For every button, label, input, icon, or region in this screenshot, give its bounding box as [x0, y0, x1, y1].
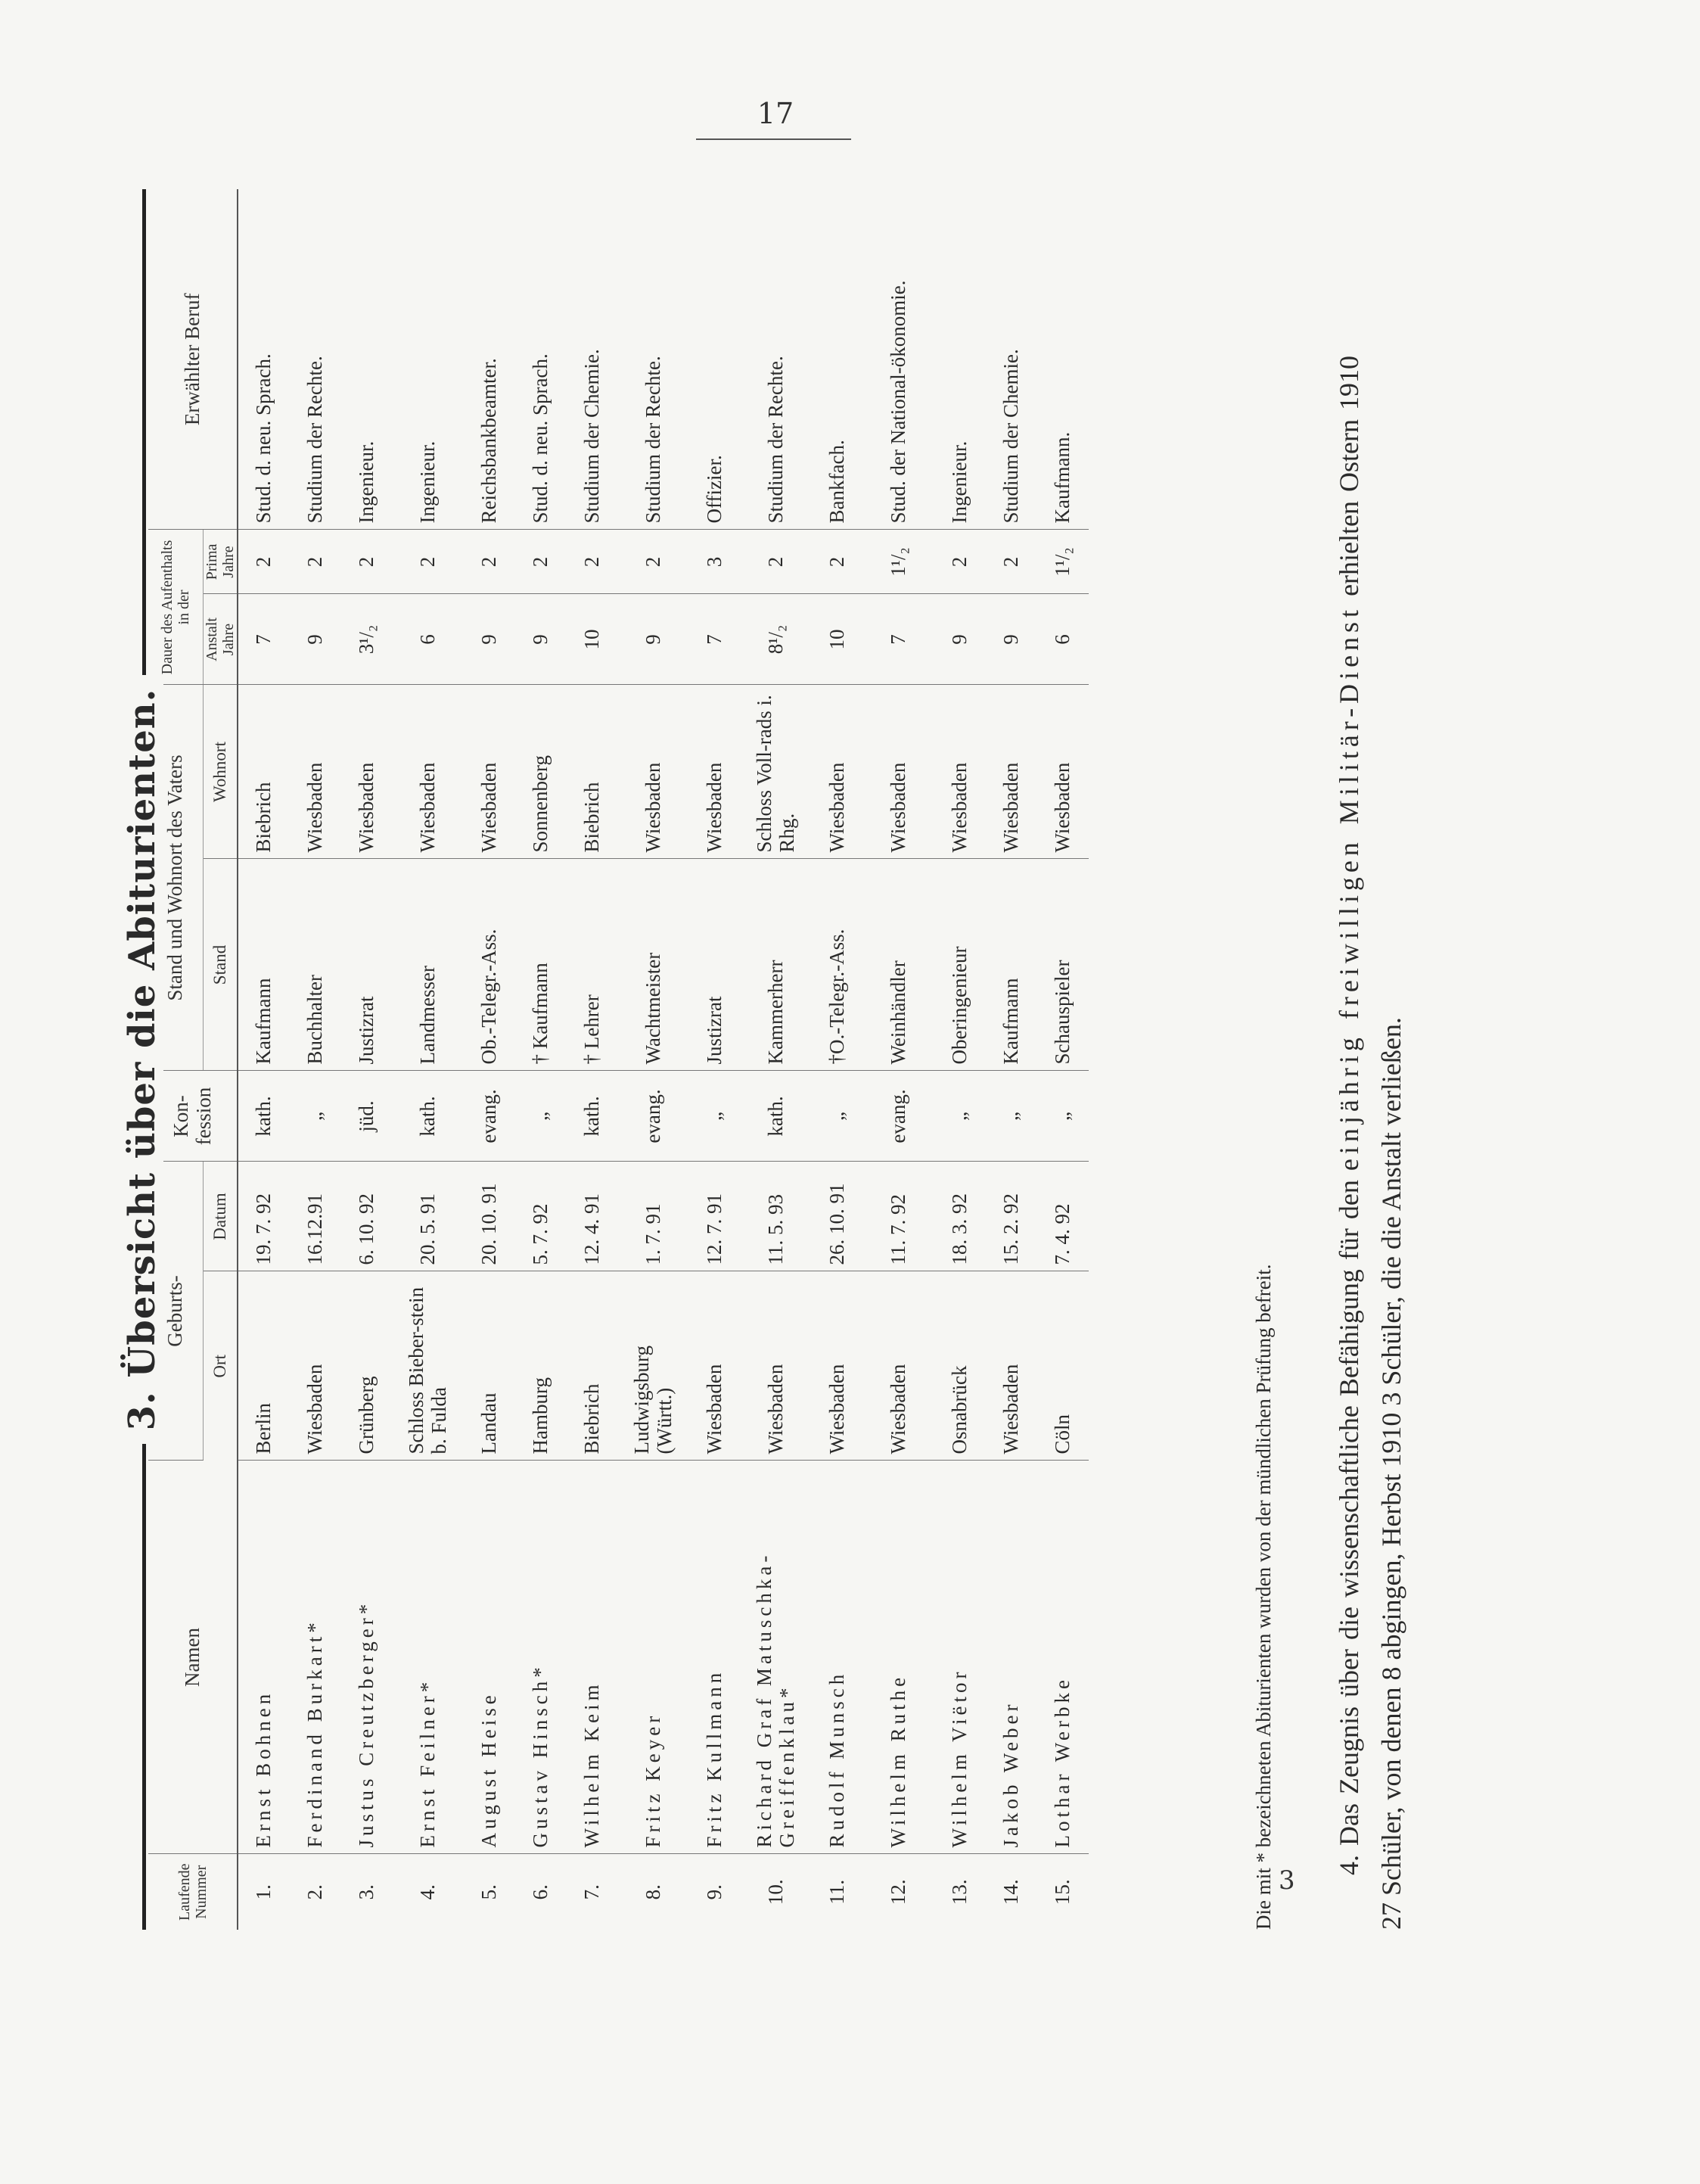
row-father-stand: Schauspieler — [1037, 859, 1089, 1071]
row-years-anstalt: 7 — [689, 594, 741, 685]
row-years-prima: 2 — [515, 530, 567, 594]
row-father-wohnort: Biebrich — [238, 685, 290, 859]
row-birthdate: 11. 5. 93 — [741, 1162, 812, 1271]
row-years-anstalt: 10 — [567, 594, 618, 685]
row-name: Rudolf Munsch — [812, 1461, 863, 1854]
row-birthplace: Wiesbaden — [290, 1271, 341, 1461]
row-father-stand: † Lehrer — [567, 859, 618, 1071]
row-konfession: evang. — [464, 1071, 515, 1162]
row-birthplace: Ludwigsburg (Württ.) — [618, 1271, 689, 1461]
row-konfession: „ — [934, 1071, 986, 1162]
row-number: 11. — [825, 1879, 849, 1905]
row-name: Ernst Bohnen — [238, 1461, 290, 1854]
row-beruf: Studium der Rechte. — [618, 189, 689, 530]
row-number: 6. — [529, 1884, 552, 1900]
row-years-anstalt: 9 — [934, 594, 986, 685]
row-name: Wilhelm Ruthe — [863, 1461, 934, 1854]
row-beruf: Stud. d. neu. Sprach. — [515, 189, 567, 530]
page-number: 17 — [757, 97, 794, 130]
header-stand-wohnort: Stand und Wohnort des Vaters — [148, 685, 204, 1071]
table-row — [618, 189, 689, 1930]
header-anstalt: Anstalt Jahre — [204, 594, 238, 685]
row-name: Ernst Feilner* — [393, 1461, 464, 1854]
row-years-anstalt: 9 — [464, 594, 515, 685]
row-birthplace: Wiesbaden — [863, 1271, 934, 1461]
row-beruf: Reichsbankbeamter. — [464, 189, 515, 530]
row-konfession: kath. — [567, 1071, 618, 1162]
table-row — [741, 189, 812, 1930]
rotated-content — [121, 189, 1559, 1930]
row-number: 7. — [580, 1884, 604, 1900]
row-father-stand: Wachtmeister — [618, 859, 689, 1071]
row-birthdate: 1. 7. 91 — [618, 1162, 689, 1271]
row-beruf: Studium der Chemie. — [567, 189, 618, 530]
header-geburts: Geburts- — [148, 1162, 204, 1461]
abiturienten-table — [148, 189, 1089, 1930]
row-father-wohnort: Wiesbaden — [290, 685, 341, 859]
row-father-wohnort: Wiesbaden — [689, 685, 741, 859]
row-birthdate: 5. 7. 92 — [515, 1162, 567, 1271]
row-father-stand: Landmesser — [393, 859, 464, 1071]
table-row — [812, 189, 863, 1930]
row-birthplace: Schloss Bieber-stein b. Fulda — [393, 1271, 464, 1461]
row-birthplace: Wiesbaden — [689, 1271, 741, 1461]
row-birthdate: 6. 10. 92 — [341, 1162, 393, 1271]
row-number: 5. — [477, 1884, 501, 1900]
row-years-anstalt: 6 — [1037, 594, 1089, 685]
row-konfession: „ — [986, 1071, 1037, 1162]
paragraph-rest: erhielten Ostern 1910 27 Schüler, von denen 8 abgingen, Herbst 1910 3 Schüler, die die Anstalt verließen. — [1334, 355, 1406, 1930]
row-years-prima: 2 — [618, 530, 689, 594]
row-father-stand: Oberingenieur — [934, 859, 986, 1071]
row-father-stand: †O.-Telegr.-Ass. — [812, 859, 863, 1071]
row-birthdate: 18. 3. 92 — [934, 1162, 986, 1271]
table-row — [863, 189, 934, 1930]
row-name: Justus Creutzberger* — [341, 1461, 393, 1854]
table-row — [986, 189, 1037, 1930]
header-laufende-nummer: Laufende Nummer — [176, 1863, 210, 1921]
row-beruf: Kaufmann. — [1037, 189, 1089, 530]
row-beruf: Stud. der National-ökonomie. — [863, 189, 934, 530]
row-konfession: kath. — [238, 1071, 290, 1162]
row-konfession: „ — [689, 1071, 741, 1162]
table-row — [341, 189, 393, 1930]
row-birthplace: Landau — [464, 1271, 515, 1461]
row-birthplace: Cöln — [1037, 1271, 1089, 1461]
row-name: Jakob Weber — [986, 1461, 1037, 1854]
row-years-prima: 2 — [567, 530, 618, 594]
footnote: Die mit * bezeichneten Abiturienten wurden von der mündlichen Prüfung befreit. — [1252, 1264, 1275, 1930]
table-row — [290, 189, 341, 1930]
row-birthdate: 11. 7. 92 — [863, 1162, 934, 1271]
row-father-stand: Justizrat — [689, 859, 741, 1071]
row-father-wohnort: Wiesbaden — [393, 685, 464, 859]
row-name: Gustav Hinsch* — [515, 1461, 567, 1854]
row-years-anstalt: 9 — [618, 594, 689, 685]
header-namen: Namen — [148, 1461, 238, 1854]
paragraph-4 — [1329, 356, 1413, 1930]
row-beruf: Studium der Rechte. — [290, 189, 341, 530]
row-birthplace: Wiesbaden — [812, 1271, 863, 1461]
row-konfession: „ — [290, 1071, 341, 1162]
row-years-prima: 2 — [393, 530, 464, 594]
row-beruf: Ingenieur. — [934, 189, 986, 530]
row-konfession: evang. — [863, 1071, 934, 1162]
row-birthdate: 12. 4. 91 — [567, 1162, 618, 1271]
row-father-wohnort: Wiesbaden — [1037, 685, 1089, 859]
table-row — [1037, 189, 1089, 1930]
row-father-wohnort: Wiesbaden — [812, 685, 863, 859]
header-wohnort: Wohnort — [204, 685, 238, 859]
row-father-stand: Buchhalter — [290, 859, 341, 1071]
header-prima: Prima Jahre — [204, 530, 238, 594]
row-name: Fritz Keyer — [618, 1461, 689, 1854]
row-beruf: Studium der Rechte. — [741, 189, 812, 530]
row-years-prima: 2 — [238, 530, 290, 594]
row-birthplace: Biebrich — [567, 1271, 618, 1461]
row-years-prima: 2 — [741, 530, 812, 594]
row-birthdate: 16.12.91 — [290, 1162, 341, 1271]
row-name: Ferdinand Burkart* — [290, 1461, 341, 1854]
row-number: 8. — [642, 1884, 665, 1900]
sheet-signature: 3 — [1279, 1865, 1295, 1896]
row-beruf: Offizier. — [689, 189, 741, 530]
page-number-rule — [696, 138, 851, 140]
row-birthplace: Hamburg — [515, 1271, 567, 1461]
table-row — [934, 189, 986, 1930]
table-row — [238, 189, 290, 1930]
table-row — [393, 189, 464, 1930]
row-number: 4. — [416, 1884, 440, 1900]
row-birthdate: 20. 5. 91 — [393, 1162, 464, 1271]
row-father-stand: † Kaufmann — [515, 859, 567, 1071]
row-father-stand: Kaufmann — [986, 859, 1037, 1071]
row-father-wohnort: Schloss Voll-rads i. Rhg. — [741, 685, 812, 859]
row-name: Wilhelm Keim — [567, 1461, 618, 1854]
row-years-anstalt: 7 — [238, 594, 290, 685]
row-konfession: kath. — [393, 1071, 464, 1162]
row-father-wohnort: Wiesbaden — [986, 685, 1037, 859]
row-beruf: Ingenieur. — [341, 189, 393, 530]
row-father-wohnort: Biebrich — [567, 685, 618, 859]
row-birthdate: 26. 10. 91 — [812, 1162, 863, 1271]
row-father-stand: Kammerherr — [741, 859, 812, 1071]
row-father-wohnort: Sonnenberg — [515, 685, 567, 859]
row-number: 10. — [764, 1879, 788, 1906]
row-number: 12. — [887, 1879, 910, 1906]
row-name: August Heise — [464, 1461, 515, 1854]
row-birthplace: Berlin — [238, 1271, 290, 1461]
row-father-wohnort: Wiesbaden — [863, 685, 934, 859]
row-years-anstalt: 10 — [812, 594, 863, 685]
row-number: 15. — [1051, 1879, 1074, 1906]
table-row — [689, 189, 741, 1930]
row-years-anstalt: 8¹/₂ — [741, 594, 812, 685]
row-birthdate: 12. 7. 91 — [689, 1162, 741, 1271]
row-konfession: kath. — [741, 1071, 812, 1162]
row-number: 13. — [948, 1879, 971, 1906]
row-beruf: Studium der Chemie. — [986, 189, 1037, 530]
row-beruf: Ingenieur. — [393, 189, 464, 530]
row-birthplace: Wiesbaden — [741, 1271, 812, 1461]
table-row — [464, 189, 515, 1930]
row-beruf: Stud. d. neu. Sprach. — [238, 189, 290, 530]
row-father-stand: Weinhändler — [863, 859, 934, 1071]
row-years-prima: 2 — [812, 530, 863, 594]
row-number: 3. — [355, 1884, 378, 1900]
row-birthplace: Osnabrück — [934, 1271, 986, 1461]
row-name: Richard Graf Matuschka-Greiffenklau* — [741, 1461, 812, 1854]
row-birthdate: 19. 7. 92 — [238, 1162, 290, 1271]
row-years-anstalt: 9 — [986, 594, 1037, 685]
row-birthplace: Grünberg — [341, 1271, 393, 1461]
row-years-anstalt: 9 — [515, 594, 567, 685]
row-years-prima: 1¹/₂ — [863, 530, 934, 594]
row-birthdate: 15. 2. 92 — [986, 1162, 1037, 1271]
row-years-prima: 2 — [986, 530, 1037, 594]
row-years-anstalt: 7 — [863, 594, 934, 685]
table-row — [515, 189, 567, 1930]
row-father-stand: Justizrat — [341, 859, 393, 1071]
row-number: 1. — [238, 1854, 290, 1930]
row-name: Lothar Werbke — [1037, 1461, 1089, 1854]
row-years-anstalt: 6 — [393, 594, 464, 685]
paragraph-lead: 4. Das Zeugnis über die wissenschaftliche Befähigung für den — [1334, 1180, 1364, 1875]
row-years-anstalt: 3¹/₂ — [341, 594, 393, 685]
section-title-text: 3. Übersicht über die Abiturienten. — [121, 675, 163, 1445]
row-beruf: Bankfach. — [812, 189, 863, 530]
header-konfession: Kon-fession — [148, 1071, 238, 1162]
row-years-prima: 3 — [689, 530, 741, 594]
row-years-prima: 2 — [341, 530, 393, 594]
row-father-stand: Kaufmann — [238, 859, 290, 1071]
row-father-wohnort: Wiesbaden — [618, 685, 689, 859]
header-datum: Datum — [204, 1162, 238, 1271]
header-stand: Stand — [204, 859, 238, 1071]
header-dauer: Dauer des Aufenthalts in der — [148, 530, 204, 685]
row-father-wohnort: Wiesbaden — [934, 685, 986, 859]
row-number: 2. — [303, 1884, 327, 1900]
row-birthdate: 7. 4. 92 — [1037, 1162, 1089, 1271]
row-konfession: „ — [1037, 1071, 1089, 1162]
row-name: Fritz Kullmann — [689, 1461, 741, 1854]
row-konfession: jüd. — [341, 1071, 393, 1162]
row-birthplace: Wiesbaden — [986, 1271, 1037, 1461]
row-years-anstalt: 9 — [290, 594, 341, 685]
row-birthdate: 20. 10. 91 — [464, 1162, 515, 1271]
row-father-wohnort: Wiesbaden — [341, 685, 393, 859]
row-father-stand: Ob.-Telegr.-Ass. — [464, 859, 515, 1071]
header-beruf: Erwählter Beruf — [148, 189, 238, 530]
header-ort: Ort — [204, 1271, 238, 1461]
row-number: 9. — [703, 1884, 726, 1900]
row-konfession: evang. — [618, 1071, 689, 1162]
table-row — [567, 189, 618, 1930]
row-years-prima: 2 — [934, 530, 986, 594]
row-years-prima: 2 — [464, 530, 515, 594]
row-father-wohnort: Wiesbaden — [464, 685, 515, 859]
row-years-prima: 2 — [290, 530, 341, 594]
row-konfession: „ — [812, 1071, 863, 1162]
paragraph-spaced: einjährig freiwilligen Militär-Dienst — [1334, 605, 1364, 1171]
row-name: Wilhelm Viëtor — [934, 1461, 986, 1854]
row-konfession: „ — [515, 1071, 567, 1162]
row-years-prima: 1¹/₂ — [1037, 530, 1089, 594]
row-number: 14. — [999, 1879, 1023, 1906]
